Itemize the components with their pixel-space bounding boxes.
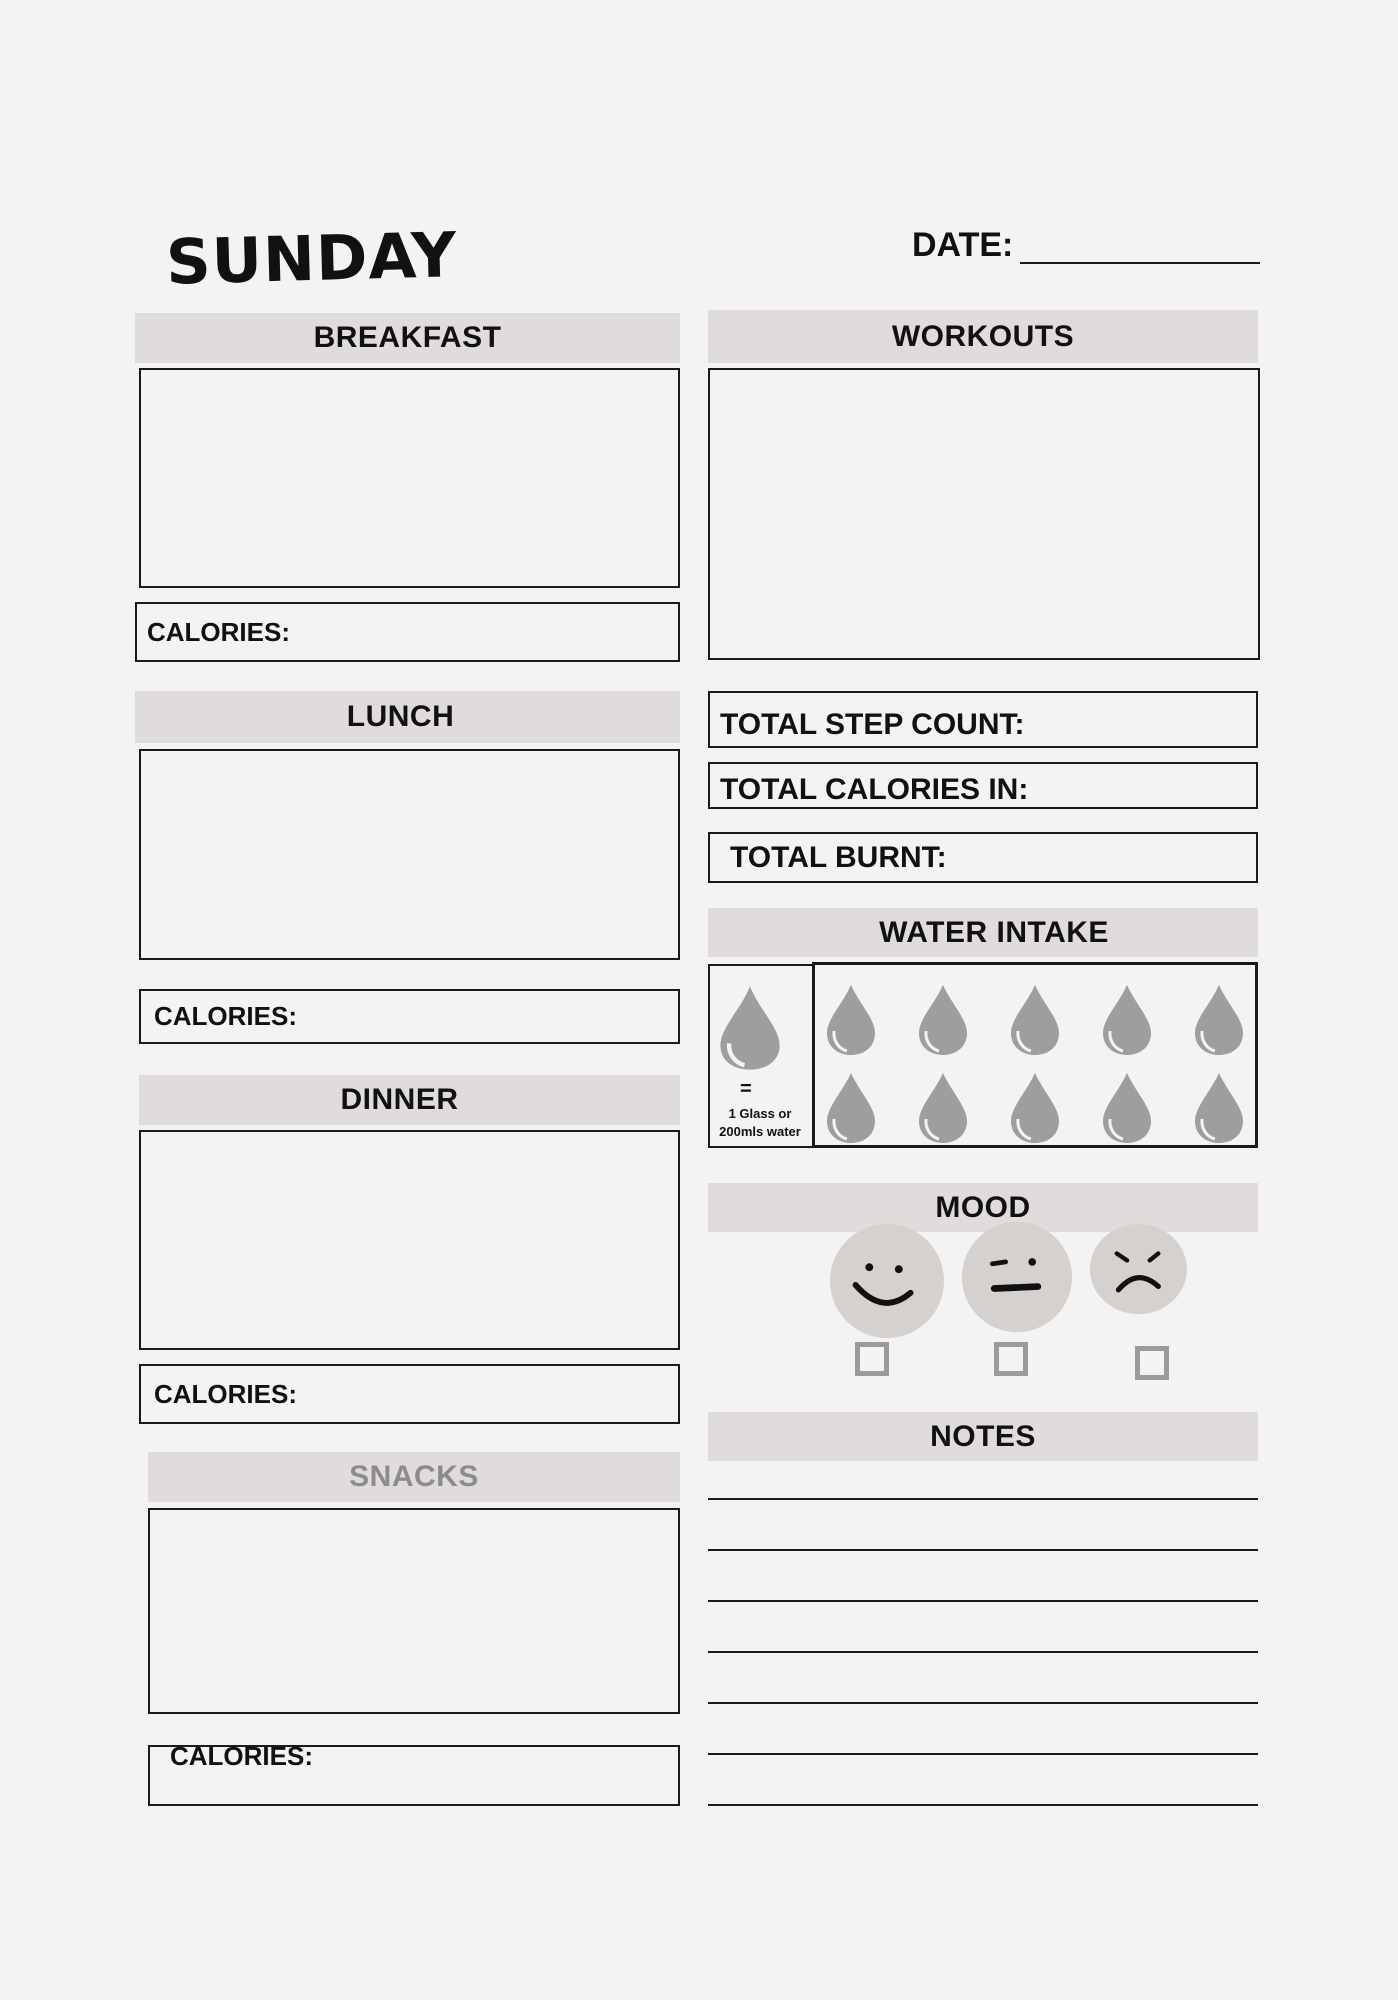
dinner-header: DINNER [139,1075,680,1125]
neutral-face-left-eye [992,1262,1005,1264]
water-legend-box [708,964,814,1148]
happy-face-circle [830,1224,944,1338]
neutral-face-circle [962,1222,1072,1332]
water-glass-grid [812,962,1258,1148]
workouts-header: WORKOUTS [708,310,1258,363]
water-glass-drop-1[interactable] [827,985,875,1055]
water-intake-header: WATER INTAKE [708,908,1258,957]
water-glass-drop-10[interactable] [1195,1073,1243,1143]
water-drop-icon [827,985,875,1055]
notes-line[interactable] [708,1549,1258,1551]
water-drop-icon [1011,985,1059,1055]
sad-face-circle [1090,1224,1187,1314]
water-glass-drop-3[interactable] [1011,985,1059,1055]
water-glass-drop-9[interactable] [1103,1073,1151,1143]
water-drop-shape [720,986,779,1069]
dinner-box[interactable] [139,1130,680,1350]
water-glass-drop-5[interactable] [1195,985,1243,1055]
lunch-calories-field[interactable]: CALORIES: [139,989,680,1044]
water-drop-icon [1195,1073,1243,1143]
notes-line[interactable] [708,1702,1258,1704]
water-drop-icon [827,1073,875,1143]
water-drop-icon [716,980,784,1076]
workouts-box[interactable] [708,368,1260,660]
notes-line[interactable] [708,1600,1258,1602]
water-glass-drops [815,965,1255,1145]
water-drop-icon [919,1073,967,1143]
dinner-calories-field[interactable]: CALORIES: [139,1364,680,1424]
notes-line[interactable] [708,1498,1258,1500]
water-drop-icon [1103,985,1151,1055]
notes-line[interactable] [708,1804,1258,1806]
notes-line[interactable] [708,1651,1258,1653]
total-calories-in-field[interactable]: TOTAL CALORIES IN: [708,762,1258,809]
breakfast-box[interactable] [139,368,680,588]
water-equals: = [740,1078,752,1100]
notes-line[interactable] [708,1753,1258,1755]
lunch-header: LUNCH [135,691,680,743]
water-drop-icon [1011,1073,1059,1143]
neutral-face-icon[interactable] [958,1222,1076,1336]
mood-header: MOOD [708,1183,1258,1232]
water-glass-drop-8[interactable] [1011,1073,1059,1143]
snacks-calories-field[interactable]: CALORIES: [148,1745,680,1806]
date-line[interactable] [1020,262,1260,264]
mood-neutral-checkbox[interactable] [994,1342,1028,1376]
neutral-face-mouth [994,1287,1038,1289]
snacks-header: SNACKS [148,1452,680,1502]
mood-sad-checkbox[interactable] [1135,1346,1169,1380]
total-burnt-field[interactable]: TOTAL BURNT: [708,832,1258,883]
water-drop-icon [1103,1073,1151,1143]
water-legend-line1: 1 Glass or [728,1106,792,1121]
neutral-face-right-eye [1028,1258,1036,1266]
mood-happy-checkbox[interactable] [855,1342,889,1376]
date-label: DATE: [912,226,1014,264]
water-glass-drop-7[interactable] [919,1073,967,1143]
day-title: SUNDAY [165,218,459,299]
snacks-box[interactable] [148,1508,680,1714]
breakfast-calories-field[interactable]: CALORIES: [135,602,680,662]
total-step-count-field[interactable]: TOTAL STEP COUNT: [708,691,1258,748]
happy-face-icon[interactable] [828,1222,946,1340]
happy-face-left-eye [865,1263,873,1271]
water-legend-line2: 200mls water [719,1124,801,1139]
notes-header: NOTES [708,1412,1258,1461]
water-drop-icon [1195,985,1243,1055]
water-glass-drop-4[interactable] [1103,985,1151,1055]
notes-lines[interactable] [708,1498,1258,1818]
water-glass-drop-2[interactable] [919,985,967,1055]
water-drop-icon [919,985,967,1055]
happy-face-right-eye [895,1265,903,1273]
lunch-box[interactable] [139,749,680,960]
water-glass-drop-6[interactable] [827,1073,875,1143]
sad-face-icon[interactable] [1084,1224,1198,1328]
breakfast-header: BREAKFAST [135,313,680,363]
